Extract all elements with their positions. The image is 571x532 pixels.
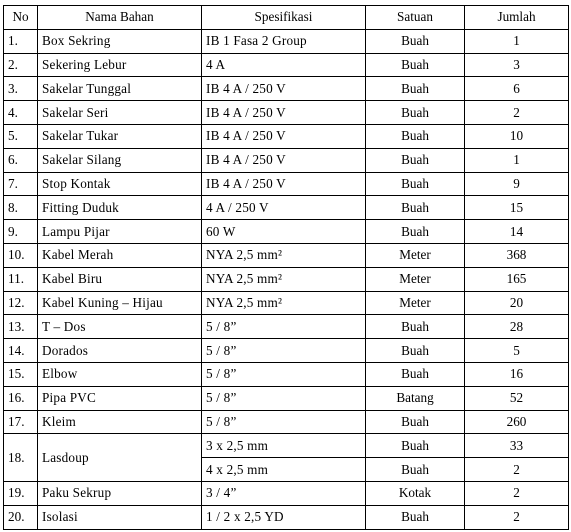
cell-unit: Meter: [366, 291, 465, 315]
cell-no: 17.: [4, 410, 38, 434]
header-unit: Satuan: [366, 6, 465, 30]
cell-no: 6.: [4, 148, 38, 172]
cell-material-name: Box Sekring: [38, 29, 202, 53]
table-row: [4, 267, 569, 291]
cell-no: 13.: [4, 315, 38, 339]
cell-no: 4.: [4, 101, 38, 125]
cell-qty: 10: [465, 124, 569, 148]
header-spec: Spesifikasi: [202, 6, 366, 30]
table-row: [4, 505, 569, 529]
cell-qty: 2: [465, 505, 569, 529]
cell-qty: 33: [465, 434, 569, 458]
cell-spec: IB 4 A / 250 V: [202, 77, 366, 101]
cell-spec: NYA 2,5 mm²: [202, 291, 366, 315]
cell-no: 20.: [4, 505, 38, 529]
cell-material-name: Paku Sekrup: [38, 481, 202, 505]
cell-unit: Buah: [366, 77, 465, 101]
cell-no: 12.: [4, 291, 38, 315]
cell-material-name: T – Dos: [38, 315, 202, 339]
cell-unit: Kotak: [366, 481, 465, 505]
cell-unit: Buah: [366, 101, 465, 125]
table-row: [4, 172, 569, 196]
cell-qty: 14: [465, 220, 569, 244]
cell-unit: Buah: [366, 220, 465, 244]
cell-spec: 5 / 8”: [202, 339, 366, 363]
header-row: [4, 6, 569, 30]
cell-spec: 5 / 8”: [202, 315, 366, 339]
header-name: Nama Bahan: [38, 6, 202, 30]
cell-unit: Buah: [366, 410, 465, 434]
cell-unit: Buah: [366, 172, 465, 196]
table-row: [4, 77, 569, 101]
cell-no: 19.: [4, 481, 38, 505]
cell-unit: Buah: [366, 315, 465, 339]
cell-unit: Batang: [366, 386, 465, 410]
table-row: [4, 291, 569, 315]
cell-material-name: Elbow: [38, 362, 202, 386]
cell-qty: 20: [465, 291, 569, 315]
table-row: [4, 29, 569, 53]
cell-qty: 1: [465, 29, 569, 53]
table-row: [4, 53, 569, 77]
cell-spec: 4 x 2,5 mm: [202, 458, 366, 482]
cell-no: 1.: [4, 29, 38, 53]
cell-material-name: Sekering Lebur: [38, 53, 202, 77]
cell-material-name: Sakelar Tukar: [38, 124, 202, 148]
cell-spec: IB 4 A / 250 V: [202, 101, 366, 125]
cell-qty: 2: [465, 101, 569, 125]
cell-material-name: Dorados: [38, 339, 202, 363]
cell-no: 9.: [4, 220, 38, 244]
cell-qty: 15: [465, 196, 569, 220]
cell-material-name: Lasdoup: [38, 434, 202, 482]
table-row: [4, 386, 569, 410]
cell-material-name: Stop Kontak: [38, 172, 202, 196]
table-row: [4, 243, 569, 267]
table-header: [4, 6, 569, 30]
cell-spec: 3 x 2,5 mm: [202, 434, 366, 458]
table-row: [4, 315, 569, 339]
cell-unit: Meter: [366, 267, 465, 291]
cell-unit: Buah: [366, 434, 465, 458]
cell-no: 8.: [4, 196, 38, 220]
cell-material-name: Fitting Duduk: [38, 196, 202, 220]
cell-unit: Buah: [366, 124, 465, 148]
header-qty: Jumlah: [465, 6, 569, 30]
cell-material-name: Sakelar Tunggal: [38, 77, 202, 101]
table-row: [4, 196, 569, 220]
cell-spec: IB 1 Fasa 2 Group: [202, 29, 366, 53]
cell-unit: Buah: [366, 339, 465, 363]
cell-unit: Buah: [366, 458, 465, 482]
cell-material-name: Lampu Pijar: [38, 220, 202, 244]
cell-qty: 165: [465, 267, 569, 291]
cell-no: 18.: [4, 434, 38, 482]
cell-spec: 5 / 8”: [202, 362, 366, 386]
cell-material-name: Sakelar Silang: [38, 148, 202, 172]
table-row: [4, 362, 569, 386]
cell-qty: 9: [465, 172, 569, 196]
cell-no: 14.: [4, 339, 38, 363]
cell-spec: 60 W: [202, 220, 366, 244]
table-row: [4, 148, 569, 172]
cell-spec: 3 / 4”: [202, 481, 366, 505]
table-row: [4, 101, 569, 125]
cell-qty: 28: [465, 315, 569, 339]
cell-spec: 1 / 2 x 2,5 YD: [202, 505, 366, 529]
cell-spec: IB 4 A / 250 V: [202, 124, 366, 148]
cell-spec: IB 4 A / 250 V: [202, 172, 366, 196]
table-row: [4, 481, 569, 505]
cell-qty: 260: [465, 410, 569, 434]
cell-qty: 5: [465, 339, 569, 363]
cell-spec: 5 / 8”: [202, 410, 366, 434]
cell-material-name: Kleim: [38, 410, 202, 434]
cell-unit: Buah: [366, 505, 465, 529]
cell-qty: 6: [465, 77, 569, 101]
table-row: [4, 339, 569, 363]
cell-no: 15.: [4, 362, 38, 386]
cell-spec: IB 4 A / 250 V: [202, 148, 366, 172]
table-row: [4, 124, 569, 148]
cell-no: 3.: [4, 77, 38, 101]
cell-qty: 368: [465, 243, 569, 267]
cell-unit: Buah: [366, 29, 465, 53]
cell-no: 2.: [4, 53, 38, 77]
header-no: No: [4, 6, 38, 30]
cell-material-name: Kabel Merah: [38, 243, 202, 267]
cell-qty: 2: [465, 458, 569, 482]
cell-qty: 52: [465, 386, 569, 410]
cell-qty: 2: [465, 481, 569, 505]
cell-qty: 16: [465, 362, 569, 386]
cell-spec: 4 A / 250 V: [202, 196, 366, 220]
cell-qty: 3: [465, 53, 569, 77]
cell-material-name: Kabel Kuning – Hijau: [38, 291, 202, 315]
table-row: [4, 220, 569, 244]
cell-spec: 4 A: [202, 53, 366, 77]
cell-no: 11.: [4, 267, 38, 291]
cell-spec: 5 / 8”: [202, 386, 366, 410]
cell-spec: NYA 2,5 mm²: [202, 267, 366, 291]
cell-material-name: Pipa PVC: [38, 386, 202, 410]
cell-spec: NYA 2,5 mm²: [202, 243, 366, 267]
cell-material-name: Kabel Biru: [38, 267, 202, 291]
cell-unit: Buah: [366, 148, 465, 172]
cell-no: 10.: [4, 243, 38, 267]
table-row: [4, 434, 569, 458]
cell-material-name: Sakelar Seri: [38, 101, 202, 125]
materials-table: [3, 5, 569, 530]
cell-material-name: Isolasi: [38, 505, 202, 529]
cell-no: 5.: [4, 124, 38, 148]
cell-no: 7.: [4, 172, 38, 196]
table-body: [4, 29, 569, 529]
cell-no: 16.: [4, 386, 38, 410]
cell-qty: 1: [465, 148, 569, 172]
cell-unit: Buah: [366, 53, 465, 77]
cell-unit: Buah: [366, 196, 465, 220]
cell-unit: Buah: [366, 362, 465, 386]
cell-unit: Meter: [366, 243, 465, 267]
table-row: [4, 410, 569, 434]
